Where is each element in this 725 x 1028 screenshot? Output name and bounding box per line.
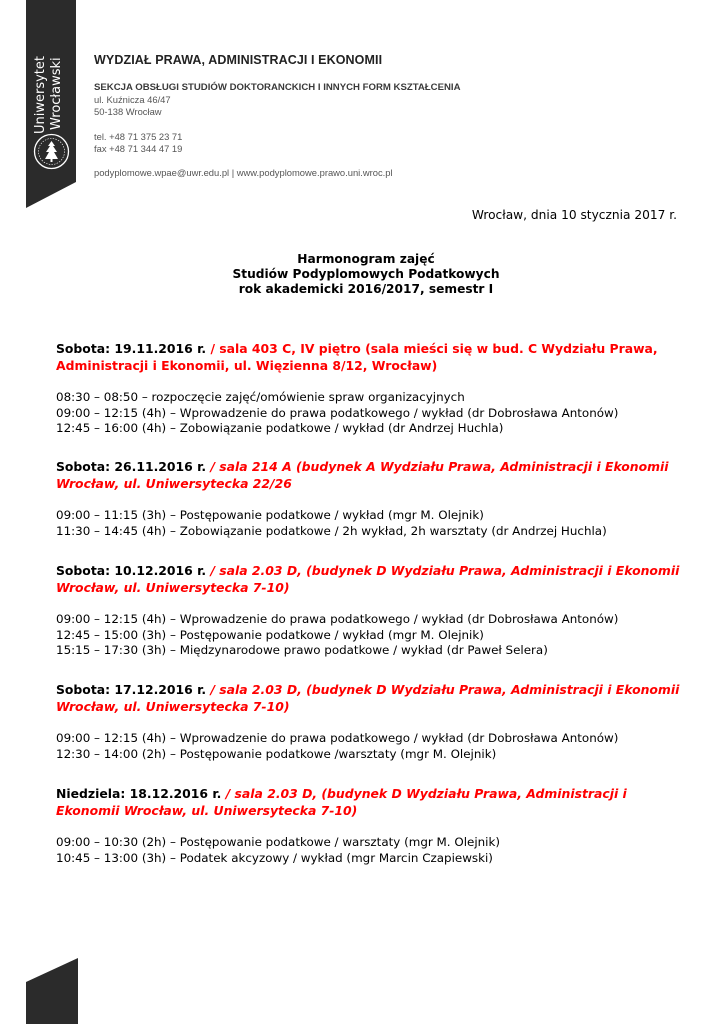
fax-number: fax +48 71 344 47 19: [94, 143, 183, 154]
session-items: [56, 508, 681, 539]
letterhead: [94, 53, 461, 179]
university-seal-icon: [33, 133, 70, 170]
session-4: [56, 681, 681, 762]
session-location: / sala 2.03 D, (budynek D Wydziału Prawa, Administracji i Ekonomii Wrocław, ul. Uniwersytecka 7-10): [56, 682, 680, 714]
schedule-item: 09:00 – 12:15 (4h) – Wprowadzenie do prawa podatkowego / wykład (dr Dobrosława Antonów): [56, 731, 619, 745]
session-heading: [56, 785, 681, 819]
university-name-line1: Uniwersytet: [33, 56, 48, 134]
schedule-item: 10:45 – 13:00 (3h) – Podatek akcyzowy / wykład (mgr Marcin Czapiewski): [56, 850, 493, 865]
phone-number: tel. +48 71 375 23 71: [94, 131, 183, 142]
session-2: [56, 458, 681, 539]
title-line3: rok akademicki 2016/2017, semestr I: [238, 282, 494, 296]
session-5: [56, 785, 681, 866]
session-items: [56, 390, 681, 437]
session-heading: [56, 562, 681, 596]
schedule-item: 12:45 – 16:00 (4h) – Zobowiązanie podatkowe / wykład (dr Andrzej Huchla): [56, 421, 504, 435]
session-heading: [56, 340, 681, 374]
document-title: [56, 252, 676, 297]
session-heading: [56, 681, 681, 715]
session-location: / sala 2.03 D, (budynek D Wydziału Prawa, Administracji i Ekonomii Wrocław, ul. Uniwersytecka 7-10): [56, 563, 680, 595]
schedule-item: 09:00 – 12:15 (4h) – Wprowadzenie do prawa podatkowego / wykład (dr Dobrosława Antonów): [56, 612, 619, 626]
document-date: Wrocław, dnia 10 stycznia 2017 r.: [471, 208, 677, 222]
schedule-item: 15:15 – 17:30 (3h) – Międzynarodowe prawo podatkowe / wykład (dr Paweł Selera): [56, 643, 548, 657]
corner-decoration: [26, 958, 78, 1028]
faculty-name: WYDZIAŁ PRAWA, ADMINISTRACJI I EKONOMII: [94, 53, 383, 67]
schedule-item: 09:00 – 12:15 (4h) – Wprowadzenie do prawa podatkowego / wykład (dr Dobrosława Antonów): [56, 405, 619, 420]
session-day: Niedziela: 18.12.2016 r.: [56, 786, 222, 801]
address-city: 50-138 Wrocław: [94, 106, 162, 117]
session-day: Sobota: 19.11.2016 r.: [56, 341, 207, 356]
title-line2: Studiów Podyplomowych Podatkowych: [232, 267, 500, 281]
contact-links[interactable]: podyplomowe.wpae@uwr.edu.pl | www.podyplomowe.prawo.uni.wroc.pl: [94, 167, 393, 178]
session-items: [56, 731, 681, 762]
schedule-item: 12:45 – 15:00 (3h) – Postępowanie podatkowe / wykład (mgr M. Olejnik): [56, 627, 484, 642]
session-3: [56, 562, 681, 659]
session-location: / sala 2.03 D, (budynek D Wydziału Prawa, Administracji i Ekonomii Wrocław, ul. Uniwersytecka 7-10): [56, 786, 627, 818]
session-day: Sobota: 26.11.2016 r.: [56, 459, 207, 474]
title-line1: Harmonogram zajęć: [297, 252, 435, 266]
session-location: / sala 403 C, IV piętro (sala mieści się w bud. C Wydziału Prawa, Administracji i Ekonomii, ul. Więzienna 8/12, Wrocław): [56, 341, 658, 373]
university-name-line2: Wrocławski: [49, 57, 64, 130]
university-name: [31, 22, 71, 134]
address-street: ul. Kuźnicza 46/47: [94, 94, 171, 105]
schedule-item: 12:30 – 14:00 (2h) – Postępowanie podatkowe /warsztaty (mgr M. Olejnik): [56, 746, 497, 761]
schedule-item: 09:00 – 10:30 (2h) – Postępowanie podatkowe / warsztaty (mgr M. Olejnik): [56, 835, 500, 849]
session-location: / sala 214 A (budynek A Wydziału Prawa, Administracji i Ekonomii Wrocław, ul. Uniwersytecka 22/26: [56, 459, 669, 491]
office-name: SEKCJA OBSŁUGI STUDIÓW DOKTORANCKICH I INNYCH FORM KSZTAŁCENIA: [94, 82, 461, 93]
schedule-item: 11:30 – 14:45 (4h) – Zobowiązanie podatkowe / 2h wykład, 2h warsztaty (dr Andrzej Huchla): [56, 523, 607, 538]
session-items: [56, 612, 681, 659]
session-heading: [56, 458, 681, 492]
schedule-item: 09:00 – 11:15 (3h) – Postępowanie podatkowe / wykład (mgr M. Olejnik): [56, 508, 484, 522]
session-items: [56, 835, 681, 866]
schedule-item: 08:30 – 08:50 – rozpoczęcie zajęć/omówienie spraw organizacyjnych: [56, 390, 465, 404]
session-day: Sobota: 10.12.2016 r.: [56, 563, 207, 578]
session-1: [56, 340, 681, 437]
session-day: Sobota: 17.12.2016 r.: [56, 682, 207, 697]
